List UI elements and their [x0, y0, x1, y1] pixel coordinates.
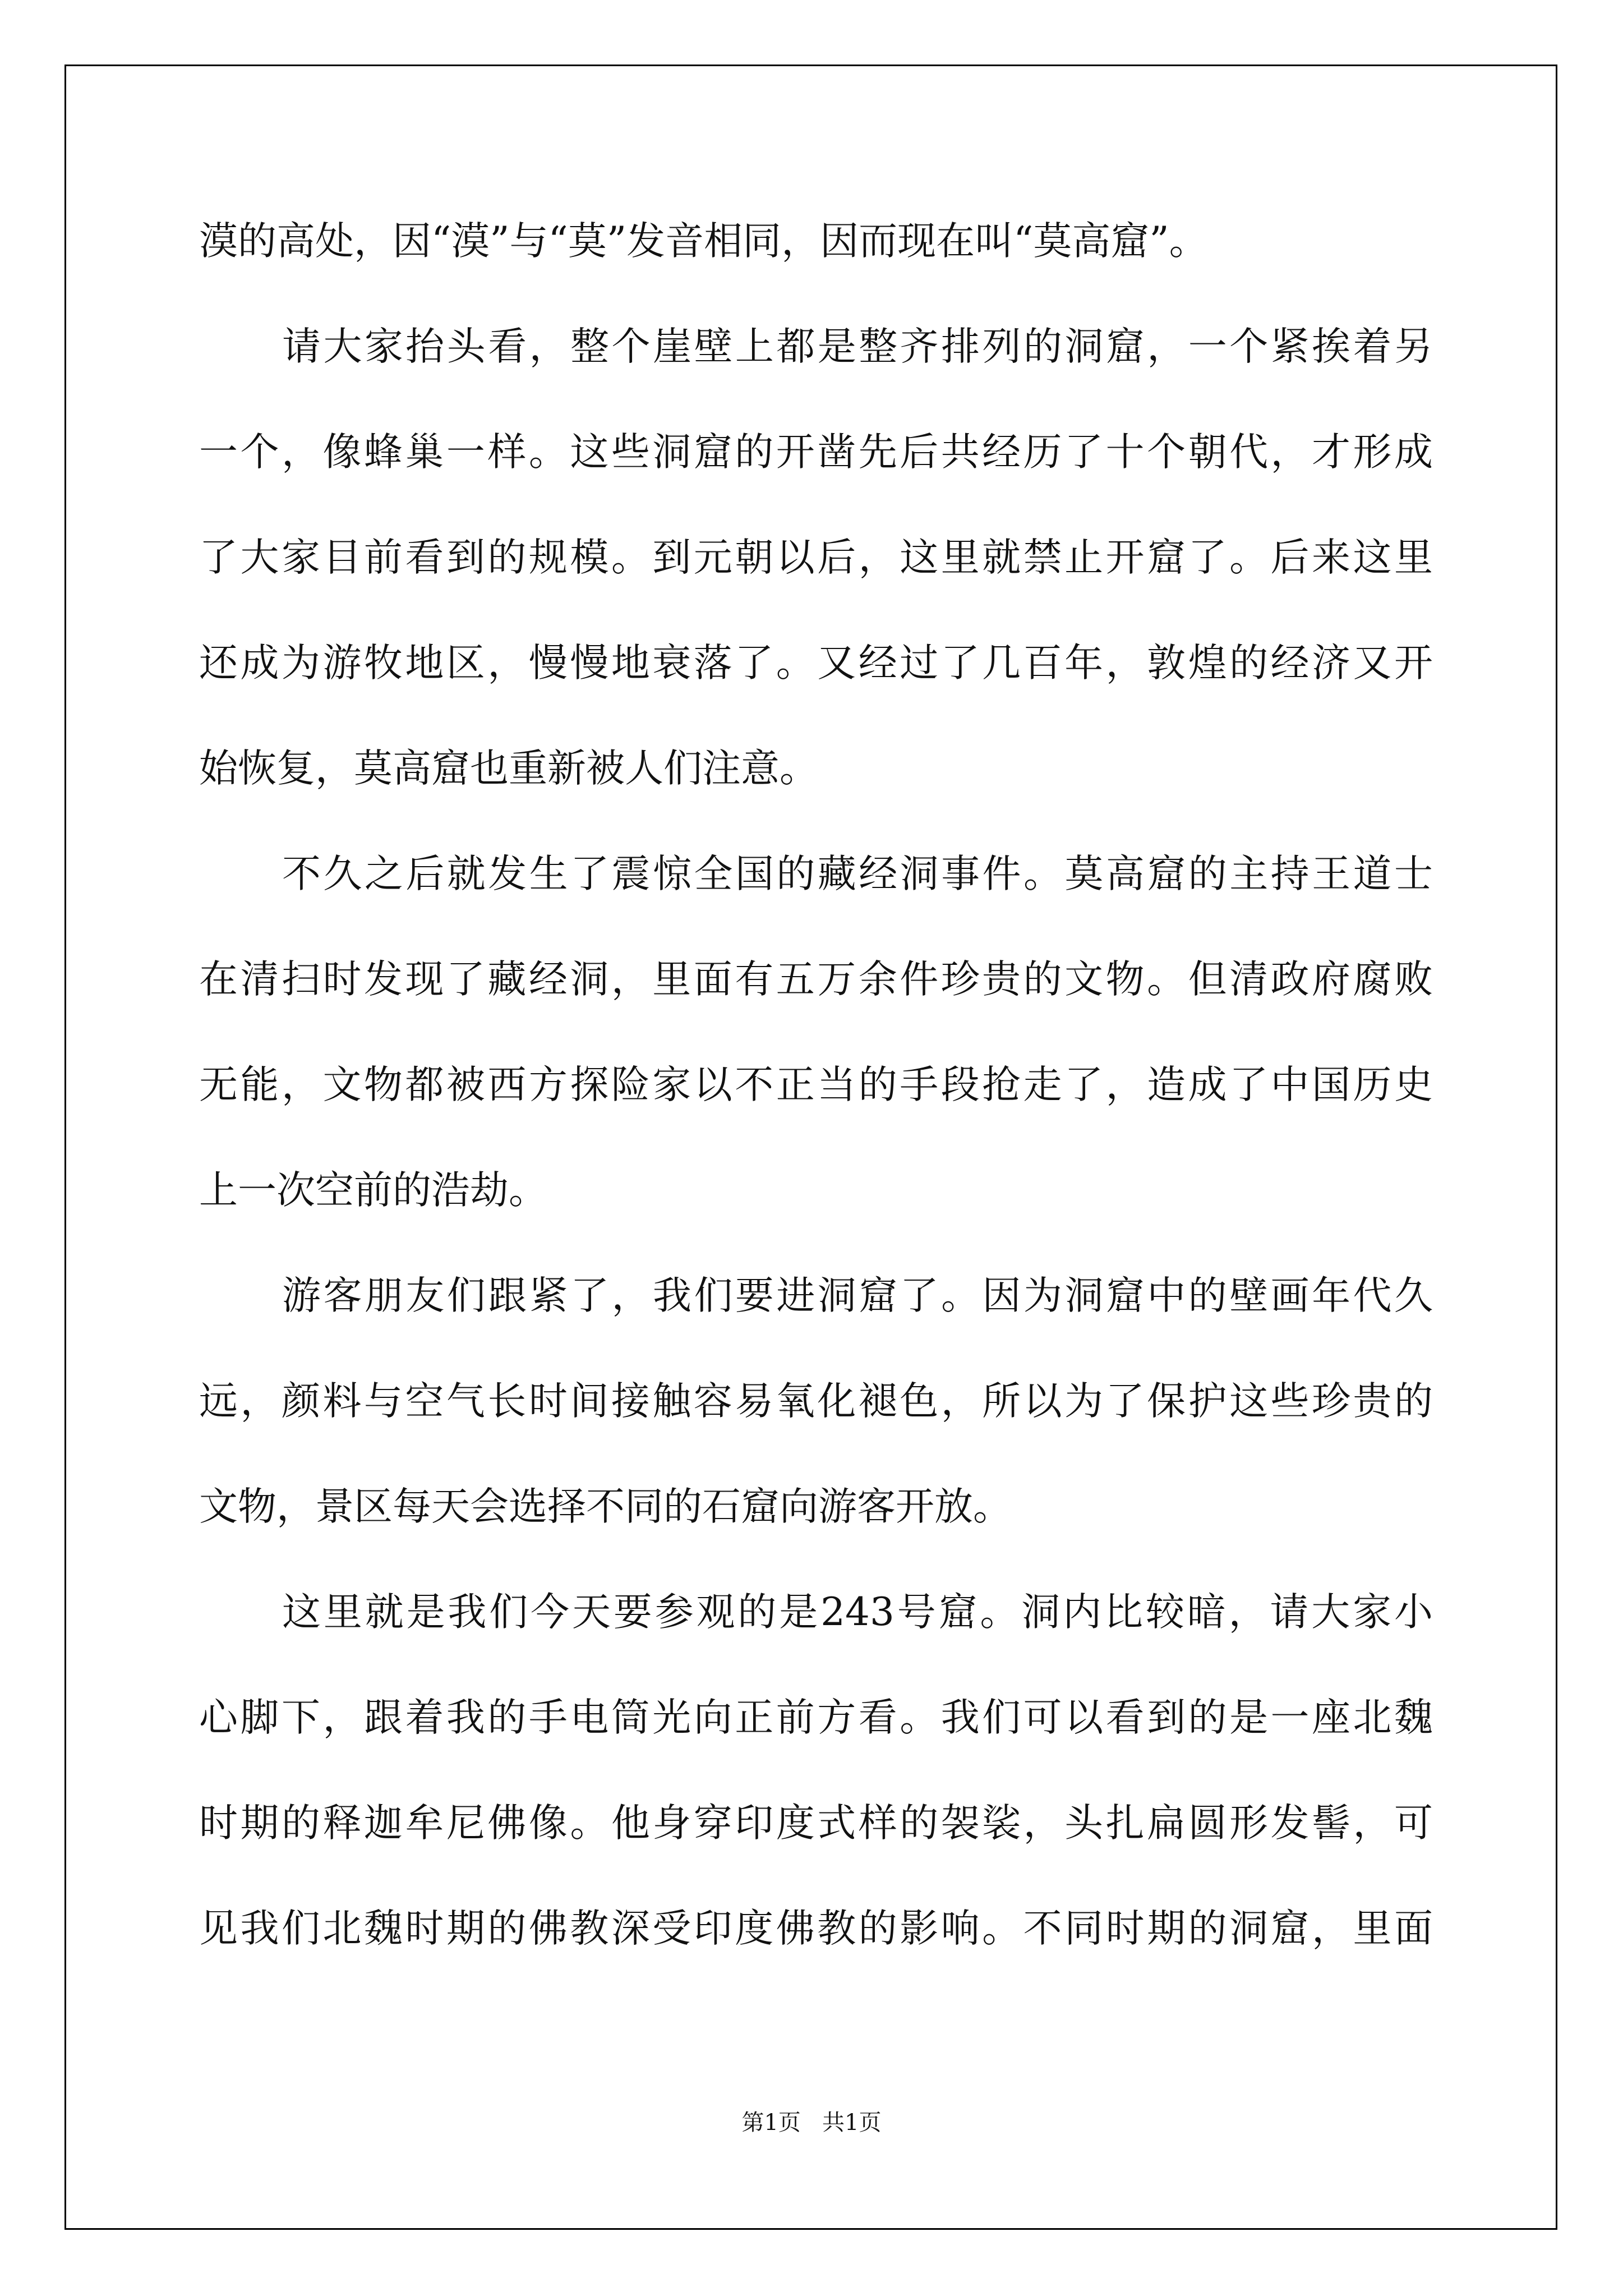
page-footer: 第1页 共1页 — [741, 2110, 882, 2136]
text-line: 文物，景区每天会选择不同的石窟向游客开放。 — [199, 1484, 1012, 1529]
text-line: 请大家抬头看，整个崖壁上都是整齐排列的洞窟，一个紧挨着另 — [282, 324, 1433, 369]
document-body — [199, 188, 1433, 1981]
text-line: 还成为游牧地区，慢慢地衰落了。又经过了几百年，敦煌的经济又开 — [199, 641, 1433, 685]
text-line: 了大家目前看到的规模。到元朝以后，这里就禁止开窟了。后来这里 — [199, 535, 1433, 580]
text-line: 上一次空前的浩劫。 — [199, 1168, 547, 1213]
text-line: 始恢复，莫高窟也重新被人们注意。 — [199, 746, 818, 791]
text-line: 这里就是我们今天要参观的是243号窟。洞内比较暗，请大家小 — [282, 1590, 1433, 1635]
text-line: 一个，像蜂巢一样。这些洞窟的开凿先后共经历了十个朝代，才形成 — [199, 430, 1433, 475]
text-line: 不久之后就发生了震惊全国的藏经洞事件。莫高窟的主持王道士 — [282, 852, 1433, 896]
text-line: 游客朋友们跟紧了，我们要进洞窟了。因为洞窟中的壁画年代久 — [282, 1273, 1433, 1318]
text-line: 漠的高处，因“漠”与“莫”发音相同，因而现在叫“莫高窟”。 — [199, 219, 1208, 264]
text-line: 时期的释迦牟尼佛像。他身穿印度式样的袈裟，头扎扁圆形发髻，可 — [199, 1801, 1433, 1846]
text-line: 远，颜料与空气长时间接触容易氧化褪色，所以为了保护这些珍贵的 — [199, 1379, 1433, 1424]
text-line: 见我们北魏时期的佛教深受印度佛教的影响。不同时期的洞窟，里面 — [199, 1906, 1433, 1951]
text-line: 无能，文物都被西方探险家以不正当的手段抢走了，造成了中国历史 — [199, 1062, 1433, 1107]
text-line: 在清扫时发现了藏经洞，里面有五万余件珍贵的文物。但清政府腐败 — [199, 957, 1433, 1002]
text-line: 心脚下，跟着我的手电筒光向正前方看。我们可以看到的是一座北魏 — [199, 1695, 1433, 1740]
